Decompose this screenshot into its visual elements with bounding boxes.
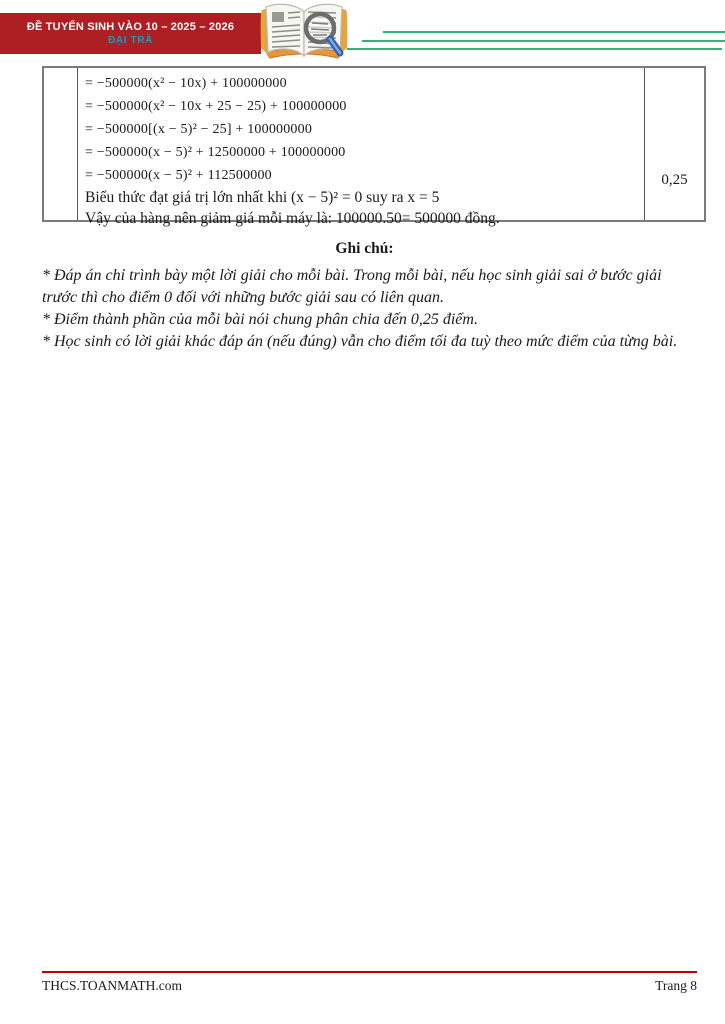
banner-subtitle: ĐẠI TRÀ <box>108 35 153 46</box>
footer-page-number: Trang 8 <box>655 978 697 993</box>
note-item: * Học sinh có lời giải khác đáp án (nếu đúng) vẫn cho điểm tối đa tuỳ theo mức điểm của từng bài. <box>42 332 678 350</box>
notes-section <box>42 240 687 353</box>
equation-line: = −500000(x² − 10x + 25 − 25) + 100000000 <box>85 99 347 114</box>
banner-title: ĐỀ TUYỂN SINH VÀO 10 – 2025 – 2026 <box>26 21 235 33</box>
table-question-column <box>44 68 78 220</box>
conclusion-line: Vậy của hàng nên giảm giá mỗi máy là: 100000.50= 500000 đồng. <box>85 210 500 227</box>
footer-site-label: THCS.TOANMATH.com <box>42 978 183 993</box>
header-banner <box>0 13 261 54</box>
equation-line: = −500000[(x − 5)² − 25] + 100000000 <box>85 122 313 137</box>
score-cell: 0,25 <box>644 68 704 220</box>
equation-line: = −500000(x² − 10x) + 100000000 <box>85 76 287 91</box>
answer-table <box>42 66 706 227</box>
note-item: * Điểm thành phần của mỗi bài nói chung phân chia đến 0,25 điểm. <box>42 310 478 328</box>
header-rule-bottom <box>347 48 722 50</box>
conclusion-line: Biểu thức đạt giá trị lớn nhất khi (x − 5)² = 0 suy ra x = 5 <box>85 189 440 206</box>
notes-heading: Ghi chú: <box>335 240 394 257</box>
footer <box>42 978 697 994</box>
header-rule-top <box>383 31 725 33</box>
header-rule-middle <box>362 40 725 42</box>
footer-rule <box>42 971 697 973</box>
equation-line: = −500000(x − 5)² + 112500000 <box>85 168 272 183</box>
equation-line: = −500000(x − 5)² + 12500000 + 100000000 <box>85 145 346 160</box>
note-item: * Đáp án chỉ trình bày một lời giải cho mỗi bài. Trong mỗi bài, nếu học sinh giải sai ở bước giải trước thì cho điểm 0 đối với những bước giải sau có liên quan. <box>42 267 662 306</box>
table-solution-column <box>78 68 644 227</box>
book-magnifier-icon <box>256 0 352 66</box>
